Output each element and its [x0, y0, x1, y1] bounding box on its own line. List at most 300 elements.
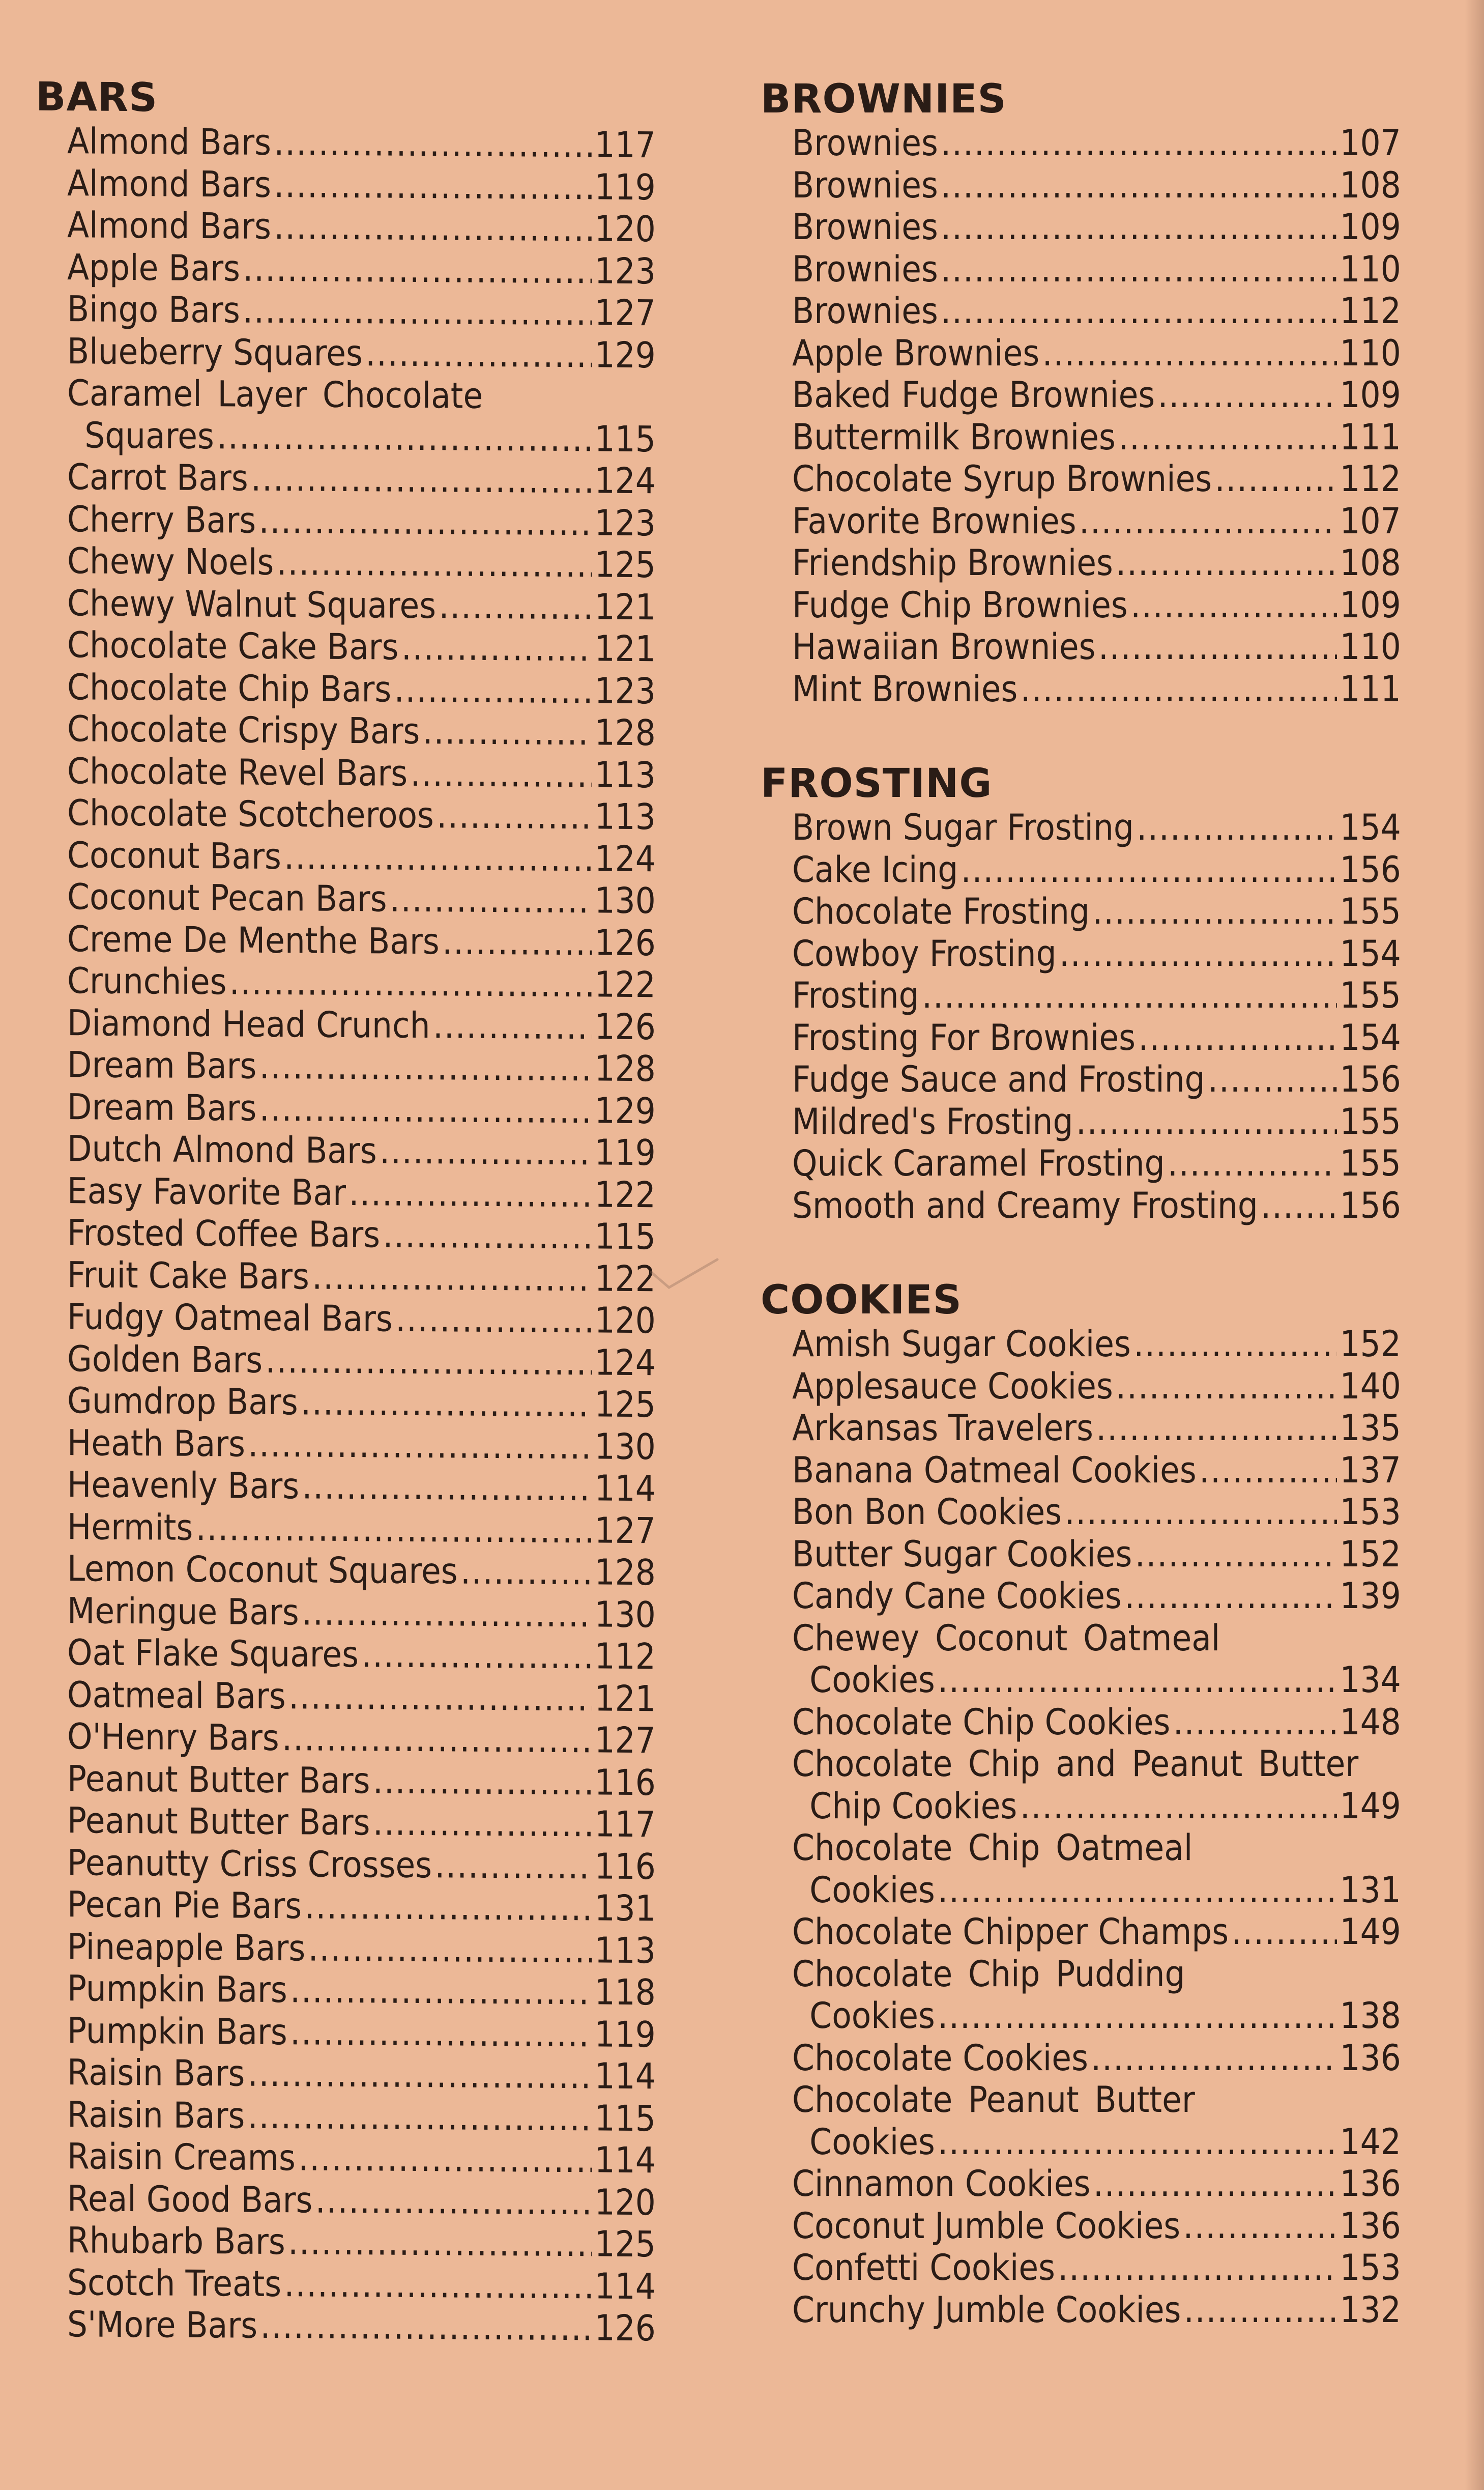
entry-name: Raisin Bars [67, 2051, 245, 2095]
entry-name: Chocolate Chipper Champs [792, 1911, 1229, 1953]
entry-page-number: 156 [1340, 1184, 1401, 1226]
dot-leader [373, 1801, 592, 1845]
dot-leader [1183, 2205, 1337, 2247]
entry-page-number: 131 [1340, 1869, 1401, 1911]
section-heading: FROSTING [761, 761, 993, 807]
entry-name: Almond Bars [67, 162, 272, 206]
dot-leader [1133, 1323, 1337, 1365]
entry-name: Friendship Brownies [792, 542, 1113, 584]
index-entry [67, 582, 656, 628]
entry-page-number: 149 [1340, 1785, 1401, 1827]
entry-name-line1: Chocolate Peanut Butter [792, 2079, 1195, 2121]
dot-leader [410, 752, 592, 795]
entry-name: Real Good Bars [67, 2177, 313, 2221]
entry-name-line1: Chewey Coconut Oatmeal [792, 1617, 1220, 1659]
dot-leader [288, 1675, 592, 1720]
dot-leader [1092, 891, 1337, 933]
index-entry [792, 626, 1401, 668]
index-entry [67, 246, 656, 293]
dot-leader [1135, 1533, 1337, 1576]
entry-page-number: 132 [1340, 2288, 1401, 2331]
entry-name-line1: Chocolate Chip and Peanut Butter [792, 1743, 1359, 1785]
entry-name: Rhubarb Bars [67, 2219, 285, 2263]
left-column [36, 74, 656, 2400]
section-heading: BARS [36, 74, 158, 121]
entry-name: Cookies [809, 1869, 935, 1911]
entry-name: Cinnamon Cookies [792, 2163, 1091, 2205]
dot-leader [282, 1717, 592, 1761]
entry-page-number: 154 [1340, 1016, 1401, 1058]
index-entry [67, 834, 656, 880]
entry-page-number: 126 [594, 2307, 656, 2350]
index-entry [792, 206, 1401, 248]
section-cookies [761, 1277, 1402, 2331]
entry-page-number: 123 [594, 249, 656, 292]
dot-leader [938, 2121, 1337, 2163]
dot-leader [298, 2137, 592, 2181]
index-entry [67, 1632, 656, 1678]
entry-page-number: 112 [594, 1635, 656, 1678]
dot-leader [1158, 374, 1337, 416]
entry-page-number: 125 [594, 2223, 656, 2266]
index-entry-multiline [67, 372, 656, 460]
entry-name: Brownies [792, 206, 938, 248]
entry-page-number: 114 [594, 1467, 656, 1510]
index-entry [792, 122, 1401, 164]
dot-leader [938, 1869, 1337, 1911]
index-entry [67, 1212, 656, 1258]
dot-leader [941, 248, 1337, 291]
index-entry-multiline [792, 1827, 1402, 1911]
entry-list [761, 1323, 1402, 2331]
entry-name: Easy Favorite Bar [67, 1169, 346, 1214]
index-entry [67, 2303, 656, 2350]
entry-page-number: 142 [1340, 2121, 1401, 2163]
dot-leader [290, 2011, 592, 2055]
dot-leader [1261, 1185, 1337, 1227]
index-entry [792, 1407, 1401, 1449]
dot-leader [401, 626, 592, 670]
dot-leader [274, 164, 592, 208]
index-entry [792, 1575, 1401, 1617]
entry-name: Raisin Creams [67, 2135, 296, 2179]
entry-page-number: 138 [1340, 1995, 1401, 2037]
entry-name-line1: Chocolate Chip Pudding [792, 1953, 1185, 1995]
dot-leader [259, 1045, 592, 1090]
entry-name: Meringue Bars [67, 1589, 299, 1633]
index-entry [67, 1506, 656, 1552]
dot-leader [274, 206, 592, 250]
entry-page-number: 131 [594, 1887, 656, 1930]
index-entry [67, 1926, 656, 1972]
index-entry [792, 500, 1401, 542]
entry-page-number: 154 [1340, 807, 1401, 848]
dot-leader [1079, 500, 1337, 542]
entry-name: Cookies [809, 1995, 935, 2037]
index-entry [67, 666, 656, 712]
index-entry [792, 2205, 1401, 2247]
entry-name: Chewy Walnut Squares [67, 582, 437, 626]
index-entry [67, 1338, 656, 1384]
page-edge-shadow [1465, 0, 1484, 2490]
index-entry [792, 891, 1401, 933]
entry-name: Squares [84, 414, 214, 457]
section-heading: BROWNIES [761, 76, 1007, 122]
entry-name: Peanut Butter Bars [67, 1757, 370, 1801]
index-entry [67, 414, 656, 461]
entry-name: Almond Bars [67, 204, 272, 247]
dot-leader [243, 290, 592, 334]
entry-page-number: 155 [1340, 1142, 1401, 1184]
dot-leader [1173, 1701, 1337, 1743]
index-entry [67, 2094, 656, 2140]
entry-name: Mint Brownies [792, 668, 1018, 710]
dot-leader [274, 122, 592, 166]
index-entry [792, 1017, 1401, 1059]
entry-name: Pumpkin Bars [67, 2009, 287, 2053]
entry-name-line1: Caramel Layer Chocolate [67, 372, 483, 417]
entry-name: Cherry Bars [67, 498, 256, 541]
entry-name: Brown Sugar Frosting [792, 807, 1134, 848]
dot-leader [1116, 1365, 1337, 1408]
entry-name: Apple Brownies [792, 332, 1040, 374]
dot-leader [439, 585, 592, 628]
right-column [761, 76, 1402, 2382]
entry-page-number: 152 [1340, 1533, 1401, 1575]
dot-leader [251, 457, 592, 502]
entry-name: Brownies [792, 164, 938, 206]
entry-page-number: 119 [594, 1131, 656, 1174]
entry-page-number: 134 [1340, 1659, 1401, 1701]
index-entry [792, 1995, 1401, 2037]
dot-leader [288, 2221, 592, 2265]
entry-name: Diamond Head Crunch [67, 1001, 430, 1046]
entry-page-number: 115 [594, 417, 656, 460]
entry-name: Chewy Noels [67, 540, 274, 584]
entry-name: Candy Cane Cookies [792, 1575, 1122, 1617]
entry-name: Hermits [67, 1505, 193, 1549]
dot-leader [290, 1969, 592, 2013]
index-entry [792, 933, 1401, 975]
entry-page-number: 112 [1340, 290, 1401, 332]
index-entry [792, 1785, 1401, 1827]
dot-leader [395, 1298, 592, 1341]
section-brownies [761, 76, 1402, 710]
index-entry [67, 1590, 656, 1636]
index-entry-multiline [792, 1617, 1402, 1701]
entry-name: Cake Icing [792, 848, 958, 891]
entry-name: Applesauce Cookies [792, 1365, 1113, 1407]
dot-leader [442, 921, 592, 964]
index-entry [792, 374, 1401, 416]
entry-page-number: 113 [594, 753, 656, 796]
index-entry [67, 1758, 656, 1804]
entry-name: Crunchy Jumble Cookies [792, 2288, 1181, 2331]
entry-page-number: 121 [594, 585, 656, 628]
index-entry [67, 330, 656, 377]
entry-name: Quick Caramel Frosting [792, 1142, 1165, 1184]
dot-leader [938, 1659, 1337, 1701]
entry-page-number: 113 [594, 795, 656, 838]
dot-leader [941, 122, 1337, 164]
section-bars [36, 74, 656, 2350]
entry-page-number: 110 [1340, 626, 1401, 668]
entry-name: Pineapple Bars [67, 1925, 306, 1969]
dot-leader [1208, 1058, 1337, 1101]
index-entry [67, 960, 656, 1006]
entry-page-number: 108 [1340, 542, 1401, 584]
entry-name: Lemon Coconut Squares [67, 1548, 458, 1592]
index-entry [792, 248, 1401, 291]
index-entry [67, 1464, 656, 1510]
entry-name: Chocolate Frosting [792, 891, 1090, 932]
entry-page-number: 110 [1340, 248, 1401, 290]
entry-name: Bingo Bars [67, 288, 240, 331]
entry-page-number: 119 [594, 165, 656, 208]
entry-page-number: 119 [594, 2013, 656, 2055]
dot-leader [248, 2095, 592, 2139]
index-entry [67, 204, 656, 250]
entry-page-number: 148 [1340, 1701, 1401, 1743]
entry-name: Frosted Coffee Bars [67, 1212, 381, 1256]
dot-leader [1231, 1911, 1337, 1953]
index-entry [67, 2135, 656, 2182]
dot-leader [348, 1172, 592, 1216]
dot-leader [229, 961, 592, 1005]
entry-page-number: 130 [594, 879, 656, 922]
index-entry [792, 2247, 1401, 2289]
index-entry [67, 1296, 656, 1342]
entry-name: Pumpkin Bars [67, 1967, 287, 2011]
dot-leader [380, 1130, 592, 1173]
entry-name: Mildred's Frosting [792, 1100, 1073, 1142]
entry-name: Fudge Sauce and Frosting [792, 1058, 1205, 1100]
dot-leader [260, 2305, 592, 2349]
dot-leader [1091, 2037, 1337, 2079]
entry-page-number: 120 [594, 2181, 656, 2223]
index-entry [792, 2289, 1401, 2331]
entry-page-number: 121 [594, 1677, 656, 1720]
dot-leader [284, 836, 592, 880]
entry-name: Hawaiian Brownies [792, 626, 1096, 668]
index-entry [67, 2219, 656, 2266]
entry-page-number: 139 [1340, 1575, 1401, 1617]
dot-leader [361, 1634, 592, 1677]
entry-name: Chocolate Syrup Brownies [792, 458, 1212, 500]
entry-page-number: 118 [594, 1971, 656, 2014]
entry-page-number: 156 [1340, 848, 1401, 891]
dot-leader [1116, 542, 1337, 584]
dot-leader [423, 710, 592, 754]
entry-name: Peanutty Criss Crosses [67, 1841, 432, 1886]
dot-leader [1093, 2163, 1337, 2205]
dot-leader [284, 2263, 592, 2307]
dot-leader [1130, 584, 1337, 626]
entry-name: Fruit Cake Bars [67, 1253, 309, 1297]
entry-page-number: 153 [1340, 2247, 1401, 2288]
entry-page-number: 136 [1340, 2205, 1401, 2247]
entry-list [761, 807, 1402, 1226]
entry-page-number: 130 [594, 1425, 656, 1468]
dot-leader [941, 164, 1337, 207]
index-entry [792, 2163, 1401, 2205]
index-entry [67, 498, 656, 545]
entry-page-number: 153 [1340, 1491, 1401, 1533]
dot-leader [248, 2053, 592, 2097]
index-entry [67, 2262, 656, 2308]
index-entry [67, 1044, 656, 1090]
dot-leader [938, 1995, 1337, 2037]
entry-name: Brownies [792, 290, 938, 332]
entry-name: Raisin Bars [67, 2093, 245, 2137]
dot-leader [1124, 1575, 1337, 1617]
entry-page-number: 130 [594, 1593, 656, 1636]
entry-page-number: 110 [1340, 332, 1401, 374]
entry-page-number: 117 [594, 124, 656, 166]
entry-name: Butter Sugar Cookies [792, 1533, 1132, 1575]
entry-name: Amish Sugar Cookies [792, 1323, 1131, 1365]
index-entry [67, 1380, 656, 1426]
index-entry [67, 750, 656, 796]
dot-leader [302, 1591, 592, 1635]
dot-leader [315, 2179, 592, 2223]
entry-page-number: 127 [594, 292, 656, 334]
index-entry [67, 792, 656, 838]
index-entry [792, 1491, 1401, 1533]
dot-leader [1042, 332, 1337, 375]
index-entry [792, 1659, 1401, 1701]
index-entry-multiline [792, 1743, 1402, 1827]
dot-leader [196, 1506, 592, 1551]
index-entry [67, 708, 656, 754]
entry-page-number: 121 [594, 627, 656, 670]
entry-page-number: 111 [1340, 668, 1401, 710]
index-entry [792, 458, 1401, 500]
index-entry [67, 1715, 656, 1762]
entry-page-number: 128 [594, 1551, 656, 1594]
dot-leader [941, 290, 1337, 332]
index-entry [67, 1002, 656, 1048]
dot-leader [248, 1423, 592, 1467]
entry-page-number: 116 [594, 1845, 656, 1887]
entry-page-number: 149 [1340, 1911, 1401, 1953]
dot-leader [434, 1844, 592, 1887]
entry-page-number: 123 [594, 501, 656, 544]
dot-leader [277, 541, 592, 586]
index-entry [792, 975, 1401, 1017]
index-entry [67, 2010, 656, 2056]
dot-leader [922, 975, 1337, 1017]
dot-leader [1076, 1101, 1337, 1143]
dot-leader [1098, 626, 1337, 668]
dot-leader [305, 1885, 592, 1929]
index-entry [67, 1548, 656, 1594]
entry-page-number: 122 [594, 963, 656, 1006]
entry-name: Chocolate Revel Bars [67, 750, 408, 794]
entry-page-number: 129 [594, 333, 656, 376]
entry-name: Frosting [792, 975, 919, 1016]
index-entry [792, 1101, 1401, 1143]
entry-page-number: 111 [1340, 416, 1401, 458]
entry-page-number: 122 [594, 1173, 656, 1216]
entry-name: Scotch Treats [67, 2261, 282, 2305]
index-entry [67, 876, 656, 922]
entry-name: Coconut Pecan Bars [67, 876, 387, 920]
dot-leader [259, 1087, 592, 1131]
index-entry [67, 1842, 656, 1888]
dot-leader [1118, 416, 1337, 459]
index-entry [792, 1869, 1401, 1911]
index-entry [67, 1674, 656, 1720]
index-entry [67, 1086, 656, 1132]
entry-page-number: 116 [594, 1761, 656, 1804]
entry-name: Carrot Bars [67, 456, 248, 499]
entry-name: Gumdrop Bars [67, 1380, 298, 1423]
index-entry [67, 1170, 656, 1216]
dot-leader [1021, 668, 1337, 710]
dot-leader [1096, 1407, 1337, 1449]
dot-leader [217, 415, 592, 460]
dot-leader [1020, 1785, 1337, 1827]
entry-name: Banana Oatmeal Cookies [792, 1449, 1197, 1491]
section-heading: COOKIES [761, 1277, 962, 1323]
entry-name: Confetti Cookies [792, 2247, 1055, 2288]
index-entry [792, 332, 1401, 375]
index-entry-multiline [792, 2079, 1402, 2163]
entry-name: Coconut Jumble Cookies [792, 2205, 1181, 2247]
entry-page-number: 125 [594, 1383, 656, 1426]
dot-leader [1199, 1449, 1337, 1492]
index-entry [67, 162, 656, 209]
index-entry [67, 1422, 656, 1468]
entry-page-number: 109 [1340, 584, 1401, 626]
dot-leader [437, 794, 592, 838]
entry-page-number: 140 [1340, 1365, 1401, 1407]
dot-leader [941, 206, 1337, 248]
index-entry [792, 807, 1401, 849]
entry-page-number: 123 [594, 669, 656, 712]
index-entry-multiline [792, 1953, 1402, 2037]
entry-page-number: 109 [1340, 206, 1401, 248]
entry-page-number: 136 [1340, 2037, 1401, 2079]
dot-leader [383, 1214, 592, 1257]
index-entry [67, 1254, 656, 1300]
entry-name: Buttermilk Brownies [792, 416, 1116, 458]
index-entry [67, 120, 656, 166]
entry-name: Apple Bars [67, 246, 240, 290]
entry-page-number: 124 [594, 460, 656, 502]
index-entry [792, 416, 1401, 459]
dot-leader [1064, 1491, 1337, 1533]
entry-name: Oatmeal Bars [67, 1673, 286, 1717]
index-entry [67, 624, 656, 670]
entry-page-number: 120 [594, 208, 656, 250]
entry-name: Cookies [809, 2121, 935, 2163]
index-entry [792, 849, 1401, 891]
entry-name: Oat Flake Squares [67, 1632, 359, 1676]
entry-name: Pecan Pie Bars [67, 1883, 302, 1927]
dot-leader [266, 1339, 592, 1383]
entry-page-number: 156 [1340, 1058, 1401, 1100]
entry-page-number: 113 [594, 1929, 656, 1971]
entry-name: Chocolate Crispy Bars [67, 708, 420, 753]
entry-name: Coconut Bars [67, 834, 281, 877]
entry-name: Blueberry Squares [67, 330, 363, 374]
entry-name: Heavenly Bars [67, 1464, 300, 1507]
index-entry [792, 584, 1401, 626]
entry-name: Chocolate Chip Cookies [792, 1701, 1171, 1743]
entry-page-number: 127 [594, 1719, 656, 1762]
